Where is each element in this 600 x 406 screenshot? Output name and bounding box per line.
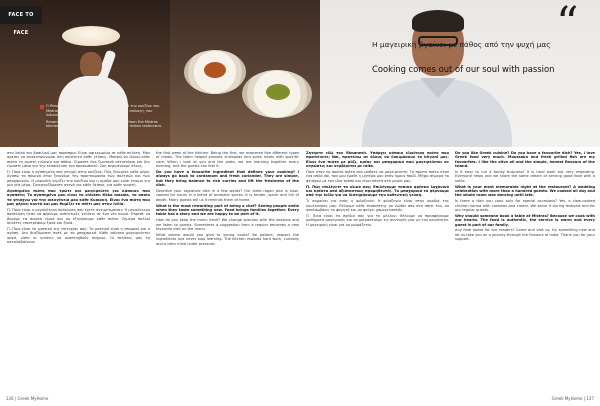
- paragraph: Describe your signature dish in a few words? Our lamb rogan josh is slow-cooked for hours in a blend of aromatic spices. It is tender, warm and full of depth. Many guests tell us it reminds them of home.: [156, 189, 299, 202]
- paragraph: Do you like Greek cuisine? Do you have a favourite dish? Yes, I love Greek food very much. Moussaka and fresh grilled fish are my favourites. I like the olive oil and the simple, honest flavours of the island.: [455, 151, 595, 169]
- paragraph: What advice would you give to young cooks? Be patient, respect the ingredients and never stop learning. The kitchen rewards hard work, curiosity and a calm mind under pressure.: [156, 232, 299, 246]
- article-column-3: [306, 151, 449, 388]
- paragraph: Ζητήστε εδώ τον Rimanesh. Υπάρχει κάποιο ιδιαίτερο πιάτο που προτείνετε; Ναι, προτείνω σε όλους να δοκιμάσουν το biryani μας. Είναι ένα πιάτο με ρύζι, κρέας και μπαχαρικά που μαγειρεύεται σε στρώσεις και σερβίρεται με raita.: [306, 151, 449, 169]
- caption-greek: Ο Rimanesh σερβίρει μια ποικιλία πιάτων από την κουζίνα του Mistras. Photos courtesy of our own πιάτο για επιλογή, του Ινδικού εστιατορίου Mistras.: [46, 104, 160, 118]
- section-label: [0, 6, 42, 36]
- page-footer: [0, 394, 600, 406]
- paragraph: Ποιο ήταν το πρώτο πιάτο που μάθατε να μαγειρεύετε; Το πρώτο πιάτο ήταν ένα απλό dal, που μου έμαθε η μητέρα μου όταν ήμουν παιδί. Μέχρι σήμερα το φτιάχνω με τον ίδιο τρόπο και είναι πάντα στο μενού μας.: [306, 170, 449, 183]
- footer-separator: |: [14, 396, 18, 401]
- article-column-1: [7, 151, 150, 388]
- paragraph: Is there a dish you cook only for special occasions? Yes, a slow-cooked chicken korma with cashews and cream. We serve it during festivals and for our regular guests.: [455, 199, 595, 213]
- caption-english: Rimanesh's team plates up a range of dishes from the Mistras kitchen. Photos courtesy of our own authentic Indian restaurant.: [46, 119, 163, 129]
- caption-bullet: [40, 105, 44, 109]
- man-hair: [412, 10, 464, 32]
- paragraph: Π. Πώς επιλέγετε τα υλικά σας; Επιλέγουμε τοπικά φρέσκα λαχανικά και κρέατα από αξιόπιστους προμηθευτές. Τα μπαχαρικά τα φέρνουμε από την Ινδία για να διατηρήσουμε την αυθεντική γεύση.: [306, 184, 449, 198]
- pull-quote-greek: Η μαγειρική βγαίνει με πάθος από την ψυχή μας: [372, 40, 551, 49]
- article-column-4: [455, 151, 595, 388]
- footer-left: [6, 396, 48, 401]
- footer-separator: |: [583, 396, 587, 401]
- footer-right: [552, 396, 594, 401]
- chef-head: [80, 52, 102, 78]
- paragraph: Π. Ποια είναι η αγαπημένη σας στιγμή στην κουζίνα; Πώς ξεκινάτε κάθε μέρα; Αγαπώ τα πρωινά όταν ξεκινάμε την προετοιμασία των σαλτσών και των μπαχαρικών. Η μυρωδιά γεμίζει την κουζίνα και η ομάδα μου είναι έτοιμη για μια νέα μέρα. Συνεργαζόμαστε στενά για κάθε δείπνο, για κάθε γιορτή.: [7, 170, 150, 188]
- dishes-photo: [170, 0, 320, 147]
- page-number-right: 137: [586, 396, 594, 401]
- quote-mark-icon: “: [556, 0, 579, 49]
- paragraph: Do you have a favourite ingredient that defines your cooking? I always go back to cardamom and fresh coriander. They are simple, but they bring balance to rich curries and lift the freshness of the dish.: [156, 170, 299, 188]
- chef-dough-photo: [0, 0, 170, 147]
- paragraph: Any final words for our readers? Come and visit us, try something new and let us take you on a journey through the flavours of India. Thank you for your support.: [455, 228, 595, 242]
- pizza-dough: [62, 26, 120, 46]
- article-column-2: [156, 151, 299, 388]
- magazine-title-left: Greek MyHome: [17, 396, 49, 401]
- paragraph: Τι σημαίνει για εσάς η φιλοξενία; Η φιλοξενία είναι στην καρδιά της κουλτούρας μας. Θέλουμε κάθε επισκέπτης να νιώθει σαν στο σπίτι του, να απολαμβάνει το φαγητό και να φεύγει χαμογελαστός.: [306, 199, 449, 213]
- green-dish: [266, 84, 290, 100]
- section-label-text: FACE TO FACE: [8, 12, 34, 36]
- paragraph: Why should someone book a table at Mistras? Because we cook with our hearts. The food is authentic, the service is warm and every guest is part of our family.: [455, 213, 595, 227]
- paragraph: Is it easy to run a family business? It is hard work but very rewarding. Everyone helps and we share the same dream of serving good food with a smile.: [455, 170, 595, 183]
- photo-caption: [46, 104, 164, 129]
- paragraph: Π. Ποια είναι τα σχέδιά σας για το μέλλον; Θέλουμε να προσφέρουμε μαθήματα μαγειρικής και να μοιραστούμε τις συνταγές μας με την κοινότητα. Η μαγειρική είναι για να μοιράζεται.: [306, 213, 449, 227]
- paragraph: Π. Ποια είναι η μεγαλύτερη πρόκληση που έχετε αντιμετωπίσει; Η μεγαλύτερη πρόκληση ήταν να φέρουμε αυθεντικές γεύσεις σε ένα νέο κοινό. Έπρεπε να βρούμε τα σωστά υλικά και να εξηγήσουμε κάθε πιάτο. Σήμερα πολλοί πελάτες επιστρέφουν ξανά και ξανά.: [7, 208, 150, 226]
- paragraph: What is your most memorable night at the restaurant? A wedding celebration with more than a hundred guests. We cooked all day and the whole room was dancing until late.: [455, 184, 595, 198]
- article-body: [0, 151, 600, 388]
- paragraph: the first week of the kitchen. Being the first, we mastered five different types of meals. The team helped prepare chickpeas and spice mixes with specific care. When I look at you and the plate, we are learning together every evening, and the guests can feel it.: [156, 151, 299, 169]
- curry-dish: [204, 62, 226, 78]
- magazine-title-right: Greek MyHome: [551, 396, 583, 401]
- paragraph: Π. Ποιο είναι το μυστικό της επιτυχίας σας; Το μυστικό είναι η υπομονή και η αγάπη. Δεν βιαζόμαστε ποτέ με τα μπαχαρικά. Κάθε σάλτσα μαγειρεύεται αργά, ώστε οι γεύσεις να αναπτυχθούν πλήρως. Οι πελάτες μας το καταλαβαίνουν.: [7, 227, 150, 245]
- page-number-left: 136: [6, 396, 14, 401]
- pull-quote-english: Cooking comes out of our soul with passion: [372, 64, 555, 74]
- paragraph: How do you keep the menu fresh? We change specials with the seasons and we listen to guests. Sometimes a suggestion from a regular becomes a new favourite dish on the menu.: [156, 218, 299, 232]
- paragraph: Αγαπημένο πιάτο που τρώτε και μαγειρεύετε για κάποιον που αγαπάτε; Το αγαπημένο μου είναι το chicken tikka masala, το οποίο το φτιάχνω για την οικογένειά μου κάθε Κυριακή. Είναι ένα πιάτο που μας φέρνει κοντά και μας θυμίζει το σπίτι μας στην Ινδία.: [7, 189, 150, 207]
- paragraph: What is the most rewarding part of being a chef? Seeing people smile when they taste something new. Food brings families together. Every table has a story and we are happy to be part of it.: [156, 203, 299, 217]
- paragraph: στο λαϊκό και βασιλικό μας παράπρια. Είναι αφιερωμένο σε κάθε πελάτη. Μου αρέσει να επικεντρώνομαι στη ποιότητα κάθε γεύσης. Μπορώ να δώσω κάθε πιάτο τη σωστή ευλογία και πάθος. Είμαστε ένα ζωντανό εστιατόριο και δεν είμαστε μόνο για την εκπαίδευση του προσωπικού. Σας περιμένουμε όλους.: [7, 151, 150, 169]
